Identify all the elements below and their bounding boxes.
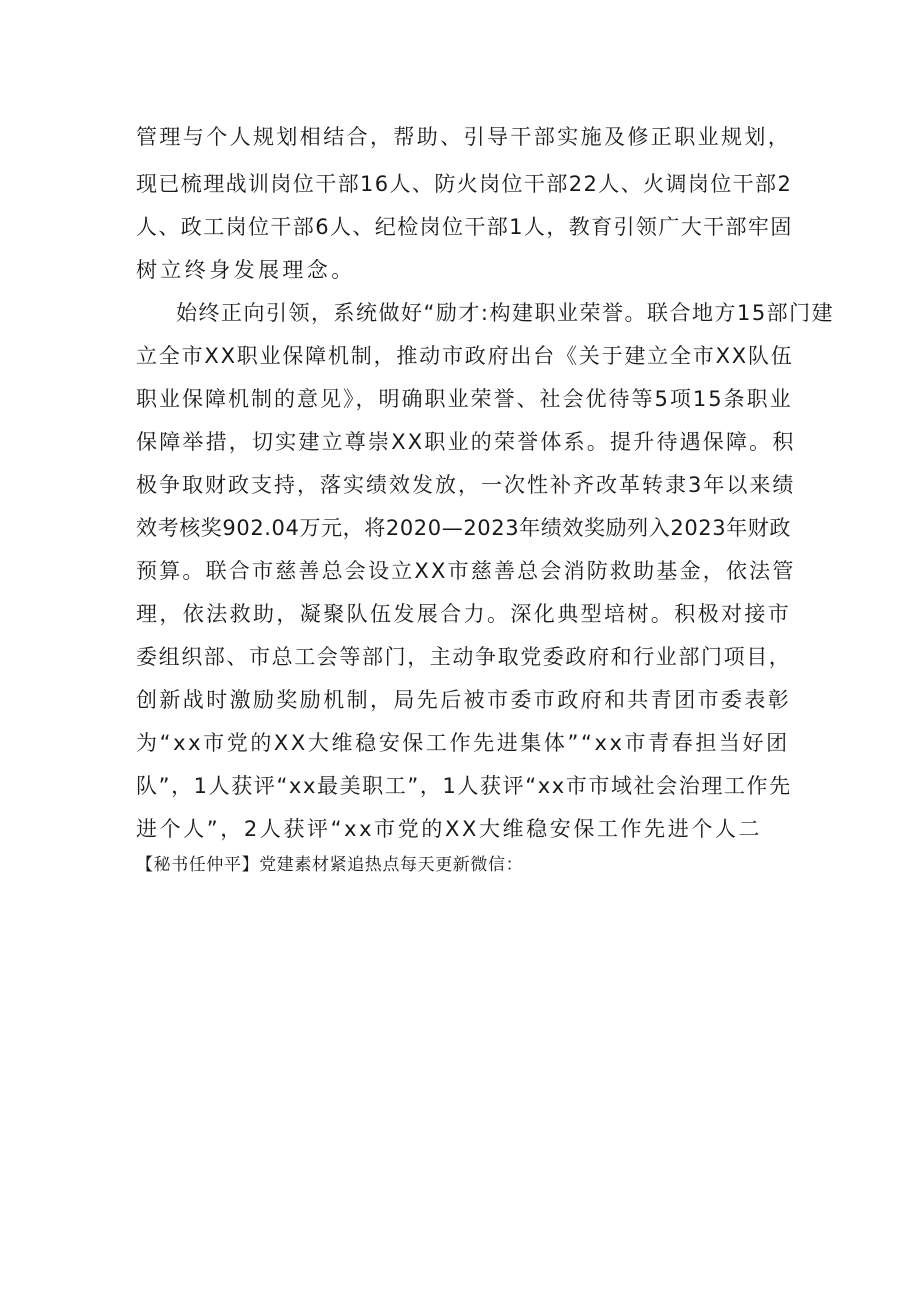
paragraph-2-line-10: 创新战时激励奖励机制，局先后被市委市政府和共青团市委表彰 (136, 688, 792, 712)
paragraph-2-line-1: 始终正向引领，系统做好“励才:构建职业荣誉。联合地方15部门建 (176, 301, 835, 325)
paragraph-2-line-11: 为“xx市党的XX大维稳安保工作先进集体”“xx市青春担当好团 (136, 731, 790, 755)
paragraph-1-line-3: 人、政工岗位干部6人、纪检岗位干部1人，教育引领广大干部牢固 (136, 215, 793, 239)
paragraph-2-line-12: 队”，1人获评“xx最美职工”，1人获评“xx市市域社会治理工作先 (136, 774, 792, 798)
footer-promo-text: 【秘书任仲平】党建素材紧追热点每天更新微信： (136, 855, 524, 875)
paragraph-1-line-4: 树立终身发展理念。 (136, 258, 356, 282)
paragraph-2-line-13: 进个人”，2人获评“xx市党的XX大维稳安保工作先进个人二 (136, 817, 763, 841)
paragraph-1-line-1: 管理与个人规划相结合，帮助、引导干部实施及修正职业规划， (136, 125, 792, 149)
paragraph-2-line-4: 保障举措，切实建立尊崇XX职业的荣誉体系。提升待遇保障。积 (136, 430, 796, 454)
paragraph-2-line-9: 委组织部、市总工会等部门，主动争取党委政府和行业部门项目， (136, 645, 792, 669)
paragraph-2-line-8: 理，依法救助，凝聚队伍发展合力。深化典型培树。积极对接市 (136, 602, 792, 626)
paragraph-2-line-2: 立全市XX职业保障机制，推动市政府出台《关于建立全市XX队伍 (136, 344, 794, 368)
paragraph-2-line-7: 预算。联合市慈善总会设立XX市慈善总会消防救助基金，依法管 (136, 559, 796, 583)
paragraph-2-line-5: 极争取财政支持，落实绩效发放，一次性补齐改革转隶3年以来绩 (136, 473, 796, 497)
paragraph-1-line-2: 现已梳理战训岗位干部16人、防火岗位干部22人、火调岗位干部2 (136, 172, 793, 196)
paragraph-2-line-3: 职业保障机制的意见》，明确职业荣誉、社会优待等5项15条职业 (136, 387, 793, 411)
paragraph-2-line-6: 效考核奖902.04万元，将2020—2023年绩效奖励列入2023年财政 (136, 516, 792, 540)
